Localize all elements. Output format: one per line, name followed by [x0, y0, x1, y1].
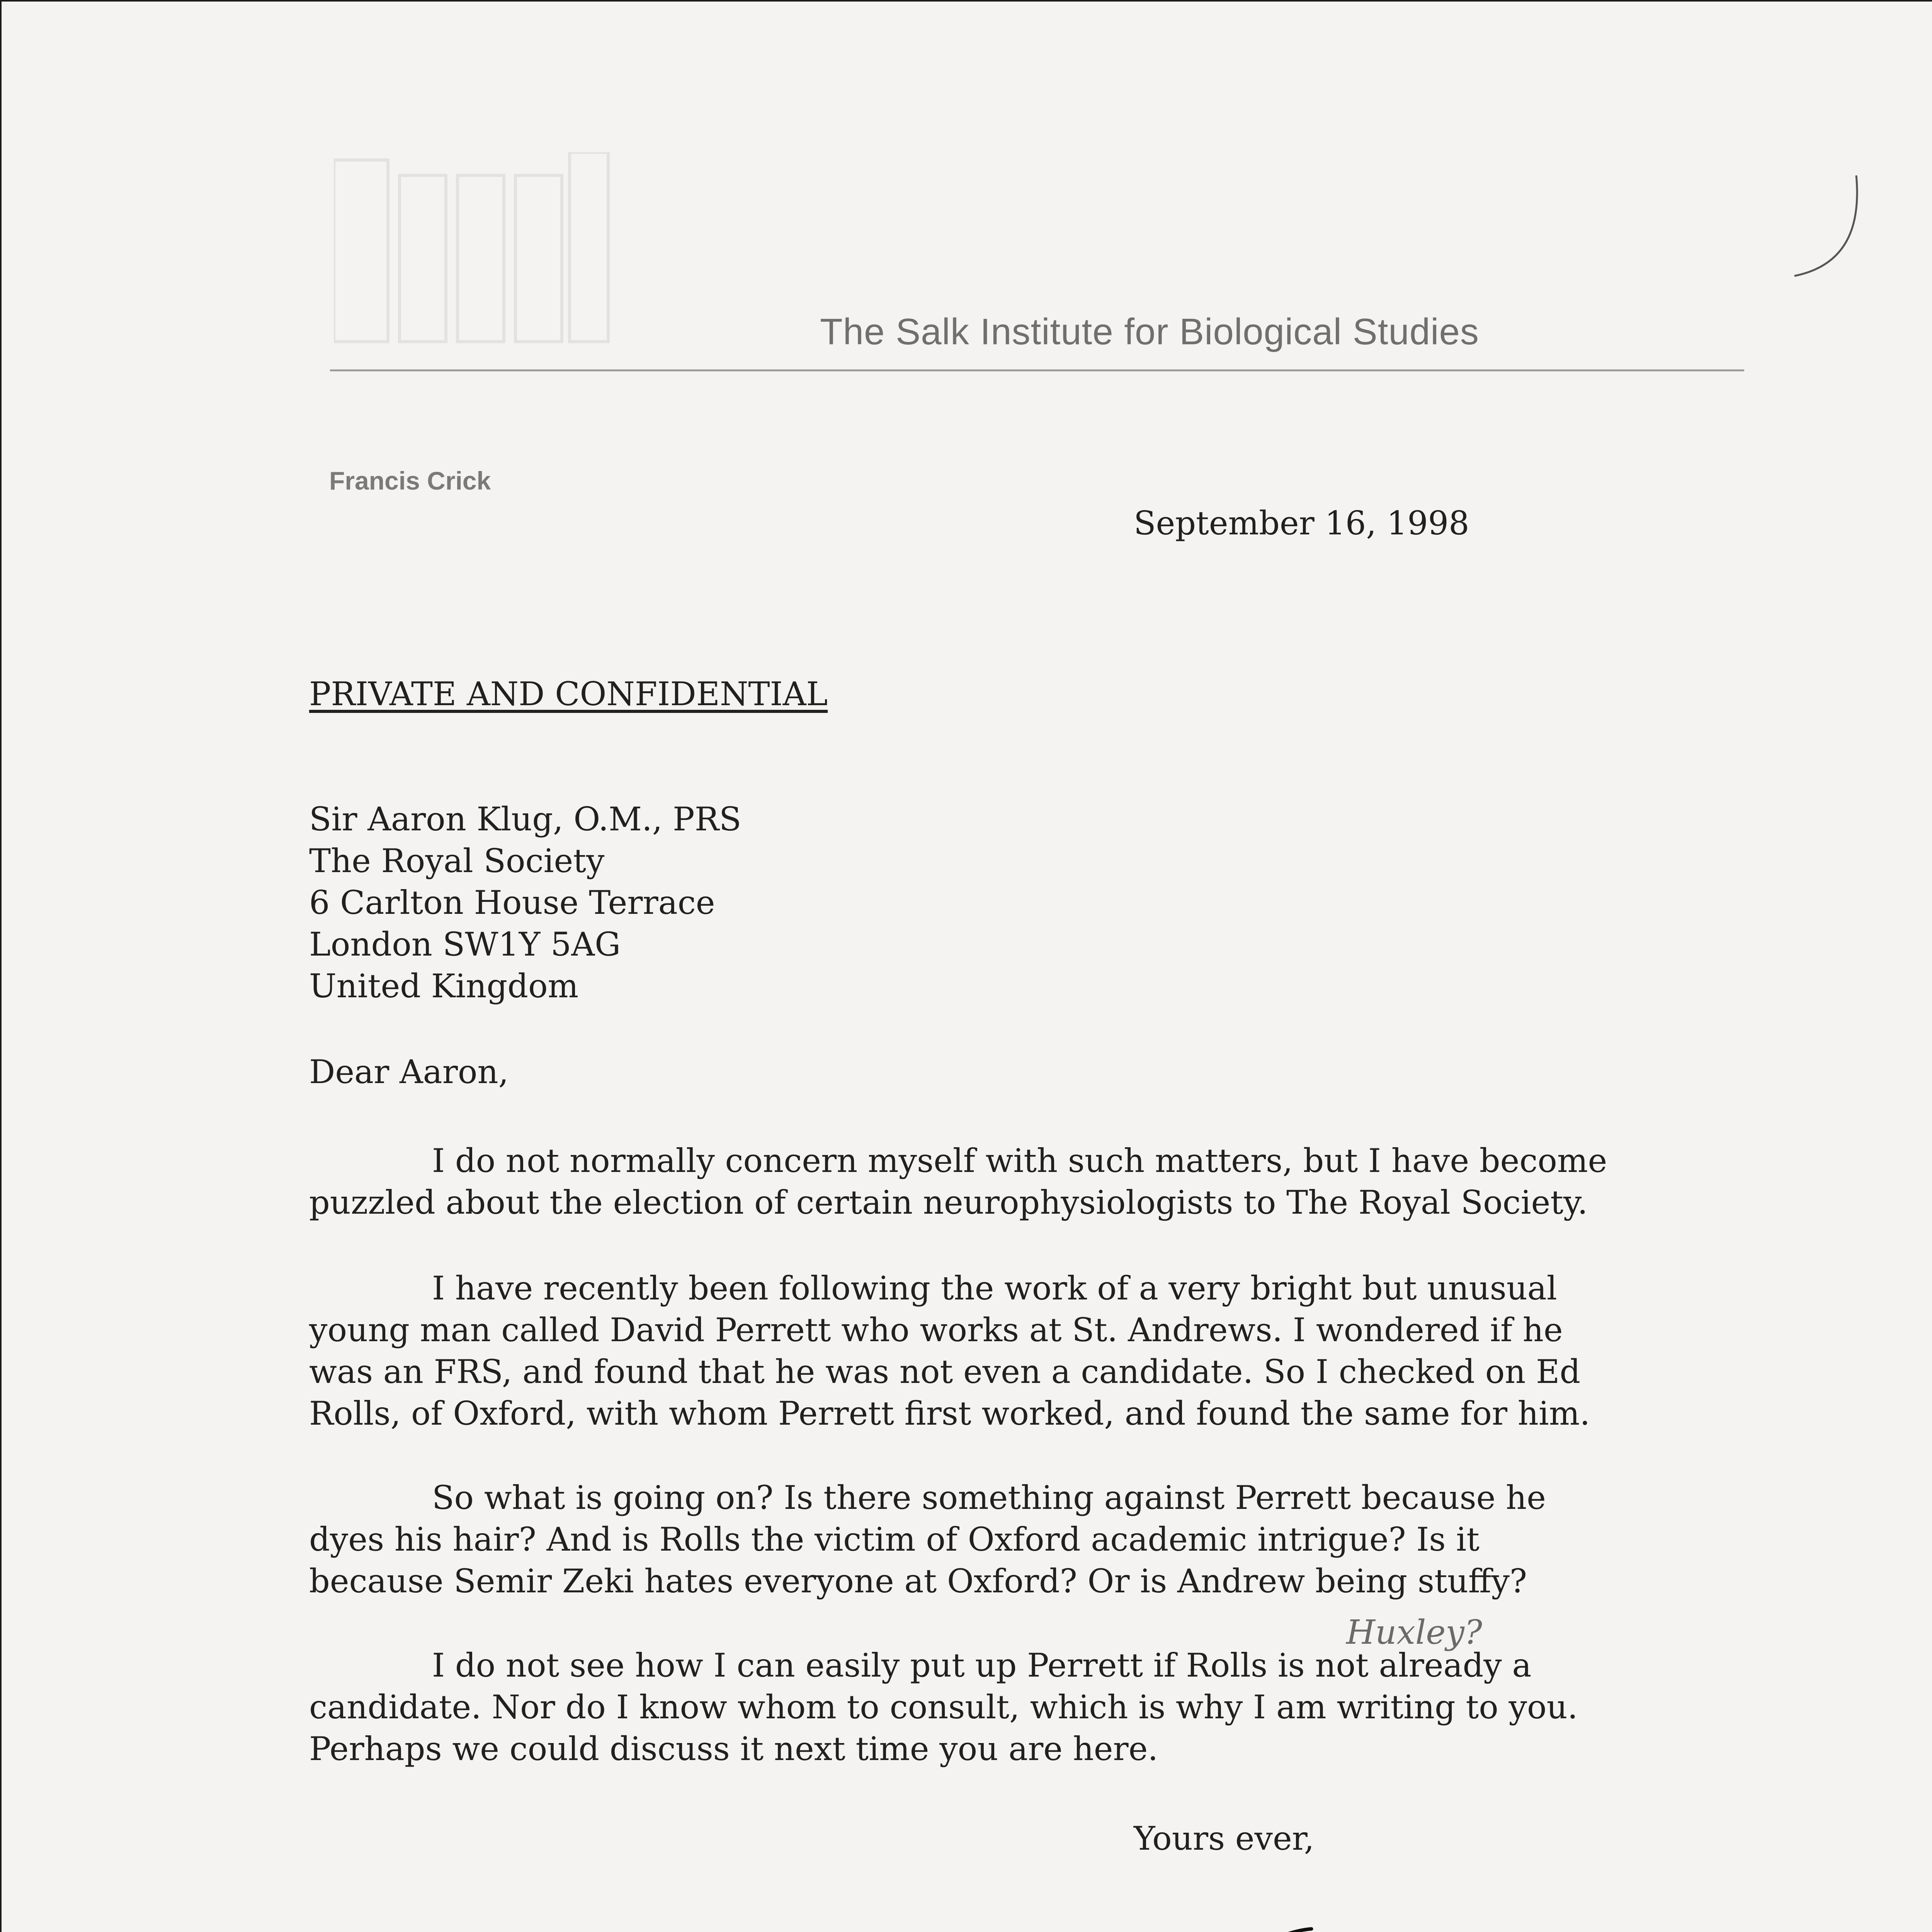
sender-name: Francis Crick — [329, 466, 491, 495]
salk-logo-watermark — [334, 152, 612, 345]
address-line: London SW1Y 5AG — [309, 925, 621, 963]
svg-text:Huxley?: Huxley? — [1346, 1613, 1482, 1652]
body-paragraph — [309, 1645, 1731, 1770]
address-line: Sir Aaron Klug, O.M., PRS — [309, 800, 742, 838]
paragraph-line: was an FRS, and found that he was not even a candidate. So I checked on Ed — [309, 1353, 1581, 1391]
body-paragraph — [309, 1477, 1731, 1602]
paragraph-line: puzzled about the election of certain neurophysiologists to The Royal Society. — [309, 1184, 1588, 1221]
body-paragraph — [309, 1140, 1731, 1223]
paragraph-line: Rolls, of Oxford, with whom Perrett first worked, and found the same for him. — [309, 1395, 1590, 1432]
confidential-label: PRIVATE AND CONFIDENTIAL — [309, 675, 828, 713]
paragraph-line: I do not normally concern myself with such matters, but I have become — [432, 1142, 1607, 1180]
address-line: 6 Carlton House Terrace — [309, 884, 715, 922]
institution-name: The Salk Institute for Biological Studies — [820, 311, 1479, 352]
paragraph-line: because Semir Zeki hates everyone at Oxford? Or is Andrew being stuffy? — [309, 1562, 1527, 1600]
paragraph-line: young man called David Perrett who works at St. Andrews. I wondered if he — [309, 1311, 1563, 1349]
salutation: Dear Aaron, — [309, 1053, 509, 1091]
address-line: The Royal Society — [309, 842, 605, 880]
recipient-address — [309, 798, 742, 1007]
letter-date: September 16, 1998 — [1134, 504, 1469, 542]
address-line: United Kingdom — [309, 967, 579, 1005]
pencil-mark — [1764, 172, 1864, 287]
body-paragraph — [309, 1267, 1731, 1434]
signature — [1265, 1922, 1443, 1932]
header-divider — [330, 369, 1744, 371]
closing: Yours ever, — [1134, 1820, 1315, 1857]
paragraph-line: dyes his hair? And is Rolls the victim of Oxford academic intrigue? Is it — [309, 1520, 1480, 1558]
paragraph-line: Perhaps we could discuss it next time you are here. — [309, 1730, 1158, 1768]
paragraph-line: I have recently been following the work of a very bright but unusual — [432, 1269, 1557, 1307]
letter-page — [2, 2, 1932, 1932]
paragraph-line: I do not see how I can easily put up Perrett if Rolls is not already a — [432, 1646, 1532, 1684]
paragraph-line: candidate. Nor do I know whom to consult, which is why I am writing to you. — [309, 1688, 1578, 1726]
paragraph-line: So what is going on? Is there something against Perrett because he — [432, 1479, 1546, 1517]
